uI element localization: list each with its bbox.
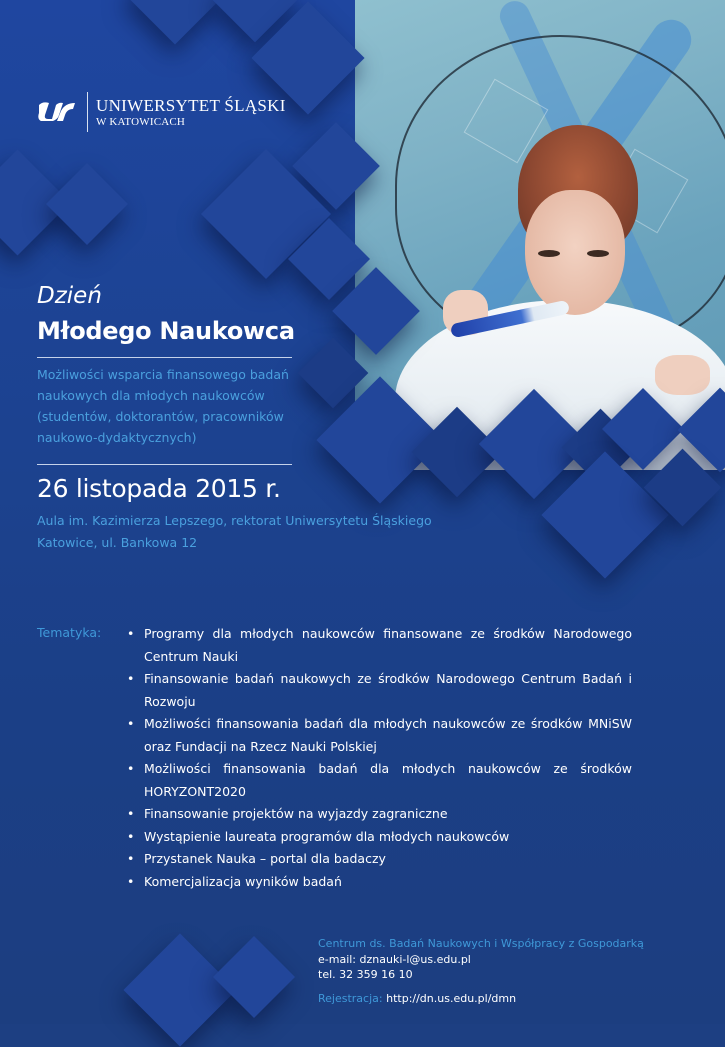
divider [37, 357, 292, 358]
registration-link[interactable]: http://dn.us.edu.pl/dmn [386, 992, 517, 1005]
logo-divider [87, 92, 88, 132]
topic-item: • Możliwości finansowania badań dla młodych naukowców ze środków MNiSW oraz Fundacji na Rzecz Nauki Polskiej [127, 713, 632, 758]
registration-label: Rejestracja: [318, 992, 383, 1005]
eye [538, 250, 560, 257]
hand [655, 355, 710, 395]
topic-item: • Programy dla młodych naukowców finansowane ze środków Narodowego Centrum Nauki [127, 623, 632, 668]
topic-item: • Finansowanie badań naukowych ze środków Narodowego Centrum Badań i Rozwoju [127, 668, 632, 713]
topics-list [127, 623, 632, 893]
topic-item: • Finansowanie projektów na wyjazdy zagraniczne [127, 803, 632, 826]
contact-phone: tel. 32 359 16 10 [318, 968, 413, 981]
university-logo-icon [37, 99, 77, 125]
university-name: UNIWERSYTET ŚLĄSKI [96, 95, 286, 115]
contact-organization: Centrum ds. Badań Naukowych i Współpracy z Gospodarką [318, 937, 644, 950]
topic-item: • Przystanek Nauka – portal dla badaczy [127, 848, 632, 871]
event-title-line1: Dzień [37, 283, 102, 309]
venue-line2: Katowice, ul. Bankowa 12 [37, 535, 198, 550]
eye [587, 250, 609, 257]
event-title-line2: Młodego Naukowca [37, 317, 295, 345]
university-logo [37, 92, 286, 132]
topics-label: Tematyka: [37, 625, 102, 640]
divider [37, 464, 292, 465]
topic-item: • Wystąpienie laureata programów dla młodych naukowców [127, 826, 632, 849]
event-venue [37, 510, 432, 554]
registration [318, 992, 516, 1005]
venue-line1: Aula im. Kazimierza Lepszego, rektorat Uniwersytetu Śląskiego [37, 513, 432, 528]
contact-block [318, 936, 644, 983]
topic-item: • Komercjalizacja wyników badań [127, 871, 632, 894]
university-city: W KATOWICACH [96, 115, 186, 128]
contact-email[interactable]: e-mail: dznauki-l@us.edu.pl [318, 952, 471, 966]
event-date: 26 listopada 2015 r. [37, 474, 281, 503]
event-subtitle: Możliwości wsparcia finansowego badań naukowych dla młodych naukowców (studentów, doktorantów, pracowników naukowo-dydaktycznych) [37, 367, 289, 445]
topic-item: • Możliwości finansowania badań dla młodych naukowców ze środków HORYZONT2020 [127, 758, 632, 803]
